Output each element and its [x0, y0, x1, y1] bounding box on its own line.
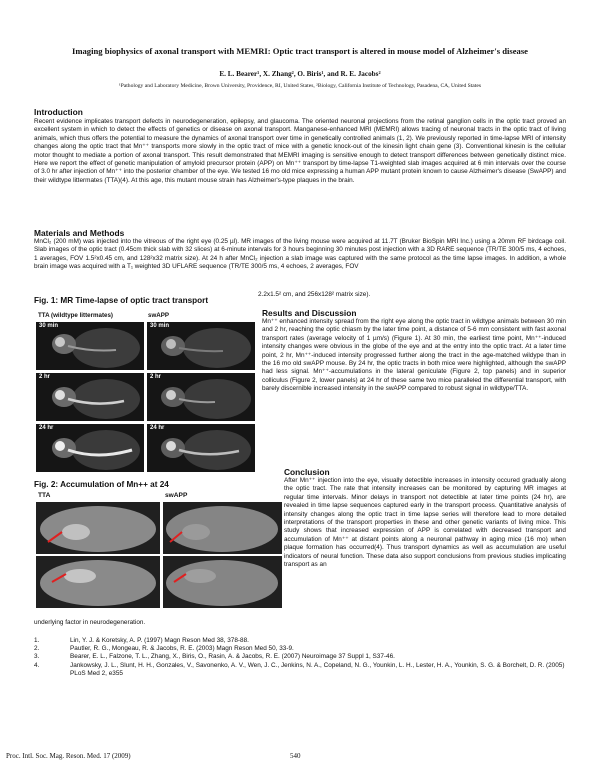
reference-item: 1. Lin, Y. J. & Koretsky, A. P. (1997) Magn Reson Med 38, 378-88. — [34, 637, 249, 644]
time-label: 30 min — [150, 323, 170, 329]
fig1-panel-tta-2hr — [36, 373, 144, 421]
fig1-panel-swapp-30min — [147, 322, 255, 370]
mri-slice-image — [36, 373, 144, 421]
fig1-panel-swapp-2hr — [147, 373, 255, 421]
mri-slice-image — [147, 322, 255, 370]
fig2-column-headers — [36, 492, 256, 501]
fig1-column-headers — [36, 312, 256, 321]
fig1-caption: Fig. 1: MR Time-lapse of optic tract transport — [34, 296, 209, 305]
methods-text-cont: 2.2x1.5² cm, and 256x128² matrix size). — [258, 291, 371, 298]
fig2-col-tta: TTA — [38, 492, 51, 499]
conclusion-text: After Mn⁺⁺ injection into the eye, visually detectible increases in intensity occured gradually along the optic tract. The rate that intensity increases can be monitored by capturing MR images at regular time intervals. Minor delays in transport not detectible at later time points (24 hr), are revealed in time lapse sequences captured early in the transport process. Quantitative analysis of intensity changes along the optic tract in time lapse series will therefore lead to more detailed interpretations of the transport properties in these and other genetic variants of living mice. This study shows that increased expression of APP is correlated with decreased transport and accumulation of Mn⁺⁺ at distant points along a neuronal pathway in aging mice (16 mo) when plaque formation has occurred(4). Thus transport dynamics as well as accumulation are useful indicators of neural function. These data also support conclusions from previous studies implicating transport as an — [284, 477, 566, 569]
reference-item: 4. Jankowsky, J. L., Slunt, H. H., Gonzales, V., Savonenko, A. V., Wen, J. C., Jenkins, N. A., Copeland, N. G., Younkin, L. H., Lester, H. A., Younkin, S. G. & Borchelt, D. R. (2005) PLoS Med 2, e355 — [34, 661, 565, 677]
mri-slice-image — [36, 322, 144, 370]
fig2-caption: Fig. 2: Accumulation of Mn++ at 24 — [34, 480, 169, 489]
mri-slice-image — [147, 424, 255, 472]
intro-heading: Introduction — [34, 107, 83, 117]
time-label: 24 hr — [39, 425, 54, 431]
methods-heading: Materials and Methods — [34, 228, 125, 238]
reference-item: 3. Bearer, E. L., Falzone, T. L., Zhang, X., Biris, O., Rasin, A. & Jacobs, R. E. (2007) Neuroimage 37 Suppl 1, S37-46. — [34, 653, 395, 661]
fig1-image-grid — [36, 322, 256, 472]
intro-text: Recent evidence implicates transport defects in neurodegeneration, epilepsy, and glaucoma. The oriented neuronal projections from the retinal ganglion cells in the optic tract proved an excellent system in which to detect the effects of genetics or disease on axonal transport. Manganese-enhanced MRI (MEMRI) allows tracing of neuronal tracts in the optic tract of living animals, which thus offers the potential to measure the dynamics of axonal transport over time in genetically controlled animals (1, 2). We previously reported in time-lapse MRI of intensity changes along the optic tract that Mn⁺⁺ transports more slowly in the optic tract of mice with a genetic knock-out of the kinesin light chain gene (3). Conventional kinesin is the cellular motor thought to mediate a portion of axonal transport. This result demonstrated that MEMRI imaging is sensitive enough to detect transport differences between genetically distinct mice. Here we report the effect of genetic manipulation of amyloid precursor protein (APP) on Mn⁺⁺ transport by time-lapse T1-weighted slab images acquired at 6 min intervals over the course of 3.0 hr after injection of Mn⁺⁺ into the posterior chamber of the eye. We tested 16 mo old mice expressing a human APP mutant protein known to cause Alzheimer's disease (SwAPP) and their wildtype littermates (TTA)(4). At this age, this mutant mouse strain has Alzheimer's-type plaques in the brain. — [34, 118, 566, 184]
conclusion-heading: Conclusion — [284, 467, 330, 477]
fig1-col-tta: TTA (wildtype littermates) — [38, 312, 113, 319]
time-label: 2 hr — [150, 374, 162, 380]
time-label: 30 min — [39, 323, 59, 329]
fig1-panel-tta-24hr — [36, 424, 144, 472]
fig2-brain-images — [36, 502, 282, 608]
fig2-image-grid — [36, 502, 282, 608]
mri-slice-image — [147, 373, 255, 421]
fig1-panel-swapp-24hr — [147, 424, 255, 472]
references-list — [34, 637, 566, 678]
time-label: 24 hr — [150, 425, 165, 431]
time-label: 2 hr — [39, 374, 51, 380]
conclusion-text-cont: underlying factor in neurodegeneration. — [34, 619, 146, 626]
paper-title: Imaging biophysics of axonal transport with MEMRI: Optic tract transport is altered in mouse model of Alzheimer's disease — [71, 46, 528, 56]
results-text: Mn⁺⁺ enhanced intensity spread from the right eye along the optic tract in wildtype animals between 30 min and 2 hr, reaching the optic chiasm by the later time point, a distance of 5-6 mm consistent with fast axonal transport rates (average velocity of 1 µm/s) (Figure 1). At 30 min, the earliest time point, Mn⁺⁺-induced intensity changes were obvious in the globe of the eye and at the entry into the optic tract. At a later time point, 2 hr, Mn⁺⁺-induced intensity progressed further along the tract in the age-matched wildype than in the 16 mo old swAPP mouse. By 24 hr, the optic tracts in both mice were highlighted, although the swAPP had less signal. Mn⁺⁺-accumulations in the lateral geniculate (Figure 2, top panels) and in superior colliculus (Figure 2, lower panels) at 24 hr of these same two mice paralleled the differential transport, with barely discernible increased intensity in the swAPP compared to robust signal in wildtype/TTA. — [262, 318, 566, 393]
fig1-col-swapp: swAPP — [148, 312, 169, 319]
results-heading: Results and Discussion — [262, 308, 357, 318]
fig1-panel-tta-30min — [36, 322, 144, 370]
mri-slice-image — [36, 424, 144, 472]
reference-item: 2. Pautler, R. G., Mongeau, R. & Jacobs, R. E. (2003) Magn Reson Med 50, 33-9. — [34, 645, 294, 653]
methods-text: MnCl₂ (200 mM) was injected into the vitreous of the right eye (0.25 µl). MR images of the living mouse were acquired at 11.7T (Bruker BioSpin MRI Inc.) using a 20mm RF birdcage coil. Slab images of the optic tract (0.45cm thick slab with 32 slices) at 6-minute intervals for 3 hours beginning 30 minutes post injection with a 3D RARE sequence (TR/TE 300/5 ms, 4 echoes, 1 averages, FOV 1.5²x0.45 cm, and 128²x32 matrix size). At 24 h after MnCl₂ injection a slab image was captured with the same protocol as the time lapse images. In addition, a whole brain image was acquired with a T₁ weighted 3D UFLARE sequence (TR/TE 300/5 ms, 4 echoes, 2 averages, FOV — [34, 238, 566, 271]
authors: E. L. Bearer¹, X. Zhang², O. Biris¹, and R. E. Jacobs² — [219, 70, 381, 78]
footer-page-number: 540 — [290, 752, 301, 760]
footer-journal: Proc. Intl. Soc. Mag. Reson. Med. 17 (2009) — [6, 752, 131, 760]
affiliations: ¹Pathology and Laboratory Medicine, Brown University, Providence, RI, United States, ²Biology, California Institute of Technology, Pasadena, CA, United States — [118, 83, 482, 89]
fig2-col-swapp: swAPP — [165, 492, 188, 499]
